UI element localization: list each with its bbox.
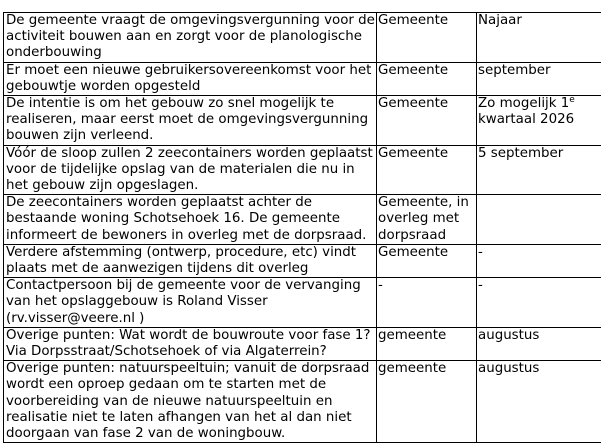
table-row [4, 278, 601, 328]
row-description: De zeecontainers worden geplaatst achter de bestaande woning Schotsehoek 16. De gemeente informeert de bewoners in overleg met de dorpsraad. [4, 195, 377, 245]
row-responsible: gemeente [377, 327, 477, 360]
row-description: Vóór de sloop zullen 2 zeecontainers worden geplaatst voor de tijdelijke opslag van de materialen die nu in het gebouw zijn opgeslagen. [4, 145, 377, 195]
row-timing: augustus [477, 327, 601, 360]
timing-superscript: e [569, 96, 575, 106]
row-timing: september [477, 62, 601, 95]
row-timing: Najaar [477, 13, 601, 63]
action-table [3, 12, 601, 443]
row-timing [477, 195, 601, 245]
row-responsible: Gemeente, in overleg met dorpsraad [377, 195, 477, 245]
table-row [4, 62, 601, 95]
row-timing: - [477, 244, 601, 277]
table-row [4, 244, 601, 277]
row-timing: augustus [477, 361, 601, 443]
row-description: Contactpersoon bij de gemeente voor de vervanging van het opslaggebouw is Roland Visser (rv.visser@veere.nl ) [4, 278, 377, 328]
table-row [4, 327, 601, 360]
row-timing: - [477, 278, 601, 328]
row-responsible: Gemeente [377, 62, 477, 95]
row-description: Overige punten: natuurspeeltuin; vanuit de dorpsraad wordt een oproep gedaan om te starten met de voorbereiding van de nieuwe natuurspeeltuin en realisatie niet te laten afhangen van het al dan niet doorgaan van fase 2 van de woningbouw. [4, 361, 377, 443]
row-timing [477, 96, 601, 146]
table-row [4, 96, 601, 146]
row-description: Overige punten: Wat wordt de bouwroute voor fase 1? Via Dorpsstraat/Schotsehoek of via Algaterrein? [4, 327, 377, 360]
timing-text-rest: kwartaal 2026 [478, 112, 574, 127]
row-description: Verdere afstemming (ontwerp, procedure, etc) vindt plaats met de aanwezigen tijdens dit overleg [4, 244, 377, 277]
table-row [4, 195, 601, 245]
row-responsible: Gemeente [377, 96, 477, 146]
row-responsible: gemeente [377, 361, 477, 443]
table-row [4, 145, 601, 195]
row-responsible: - [377, 278, 477, 328]
table-row [4, 361, 601, 443]
row-responsible: Gemeente [377, 145, 477, 195]
row-responsible: Gemeente [377, 13, 477, 63]
timing-text: Zo mogelijk 1 [478, 96, 569, 111]
row-description: De gemeente vraagt de omgevingsvergunning voor de activiteit bouwen aan en zorgt voor de planologische onderbouwing [4, 13, 377, 63]
row-timing: 5 september [477, 145, 601, 195]
row-responsible: Gemeente [377, 244, 477, 277]
row-description: Er moet een nieuwe gebruikersovereenkomst voor het gebouwtje worden opgesteld [4, 62, 377, 95]
table-row [4, 13, 601, 63]
row-description: De intentie is om het gebouw zo snel mogelijk te realiseren, maar eerst moet de omgevingsvergunning bouwen zijn verleend. [4, 96, 377, 146]
